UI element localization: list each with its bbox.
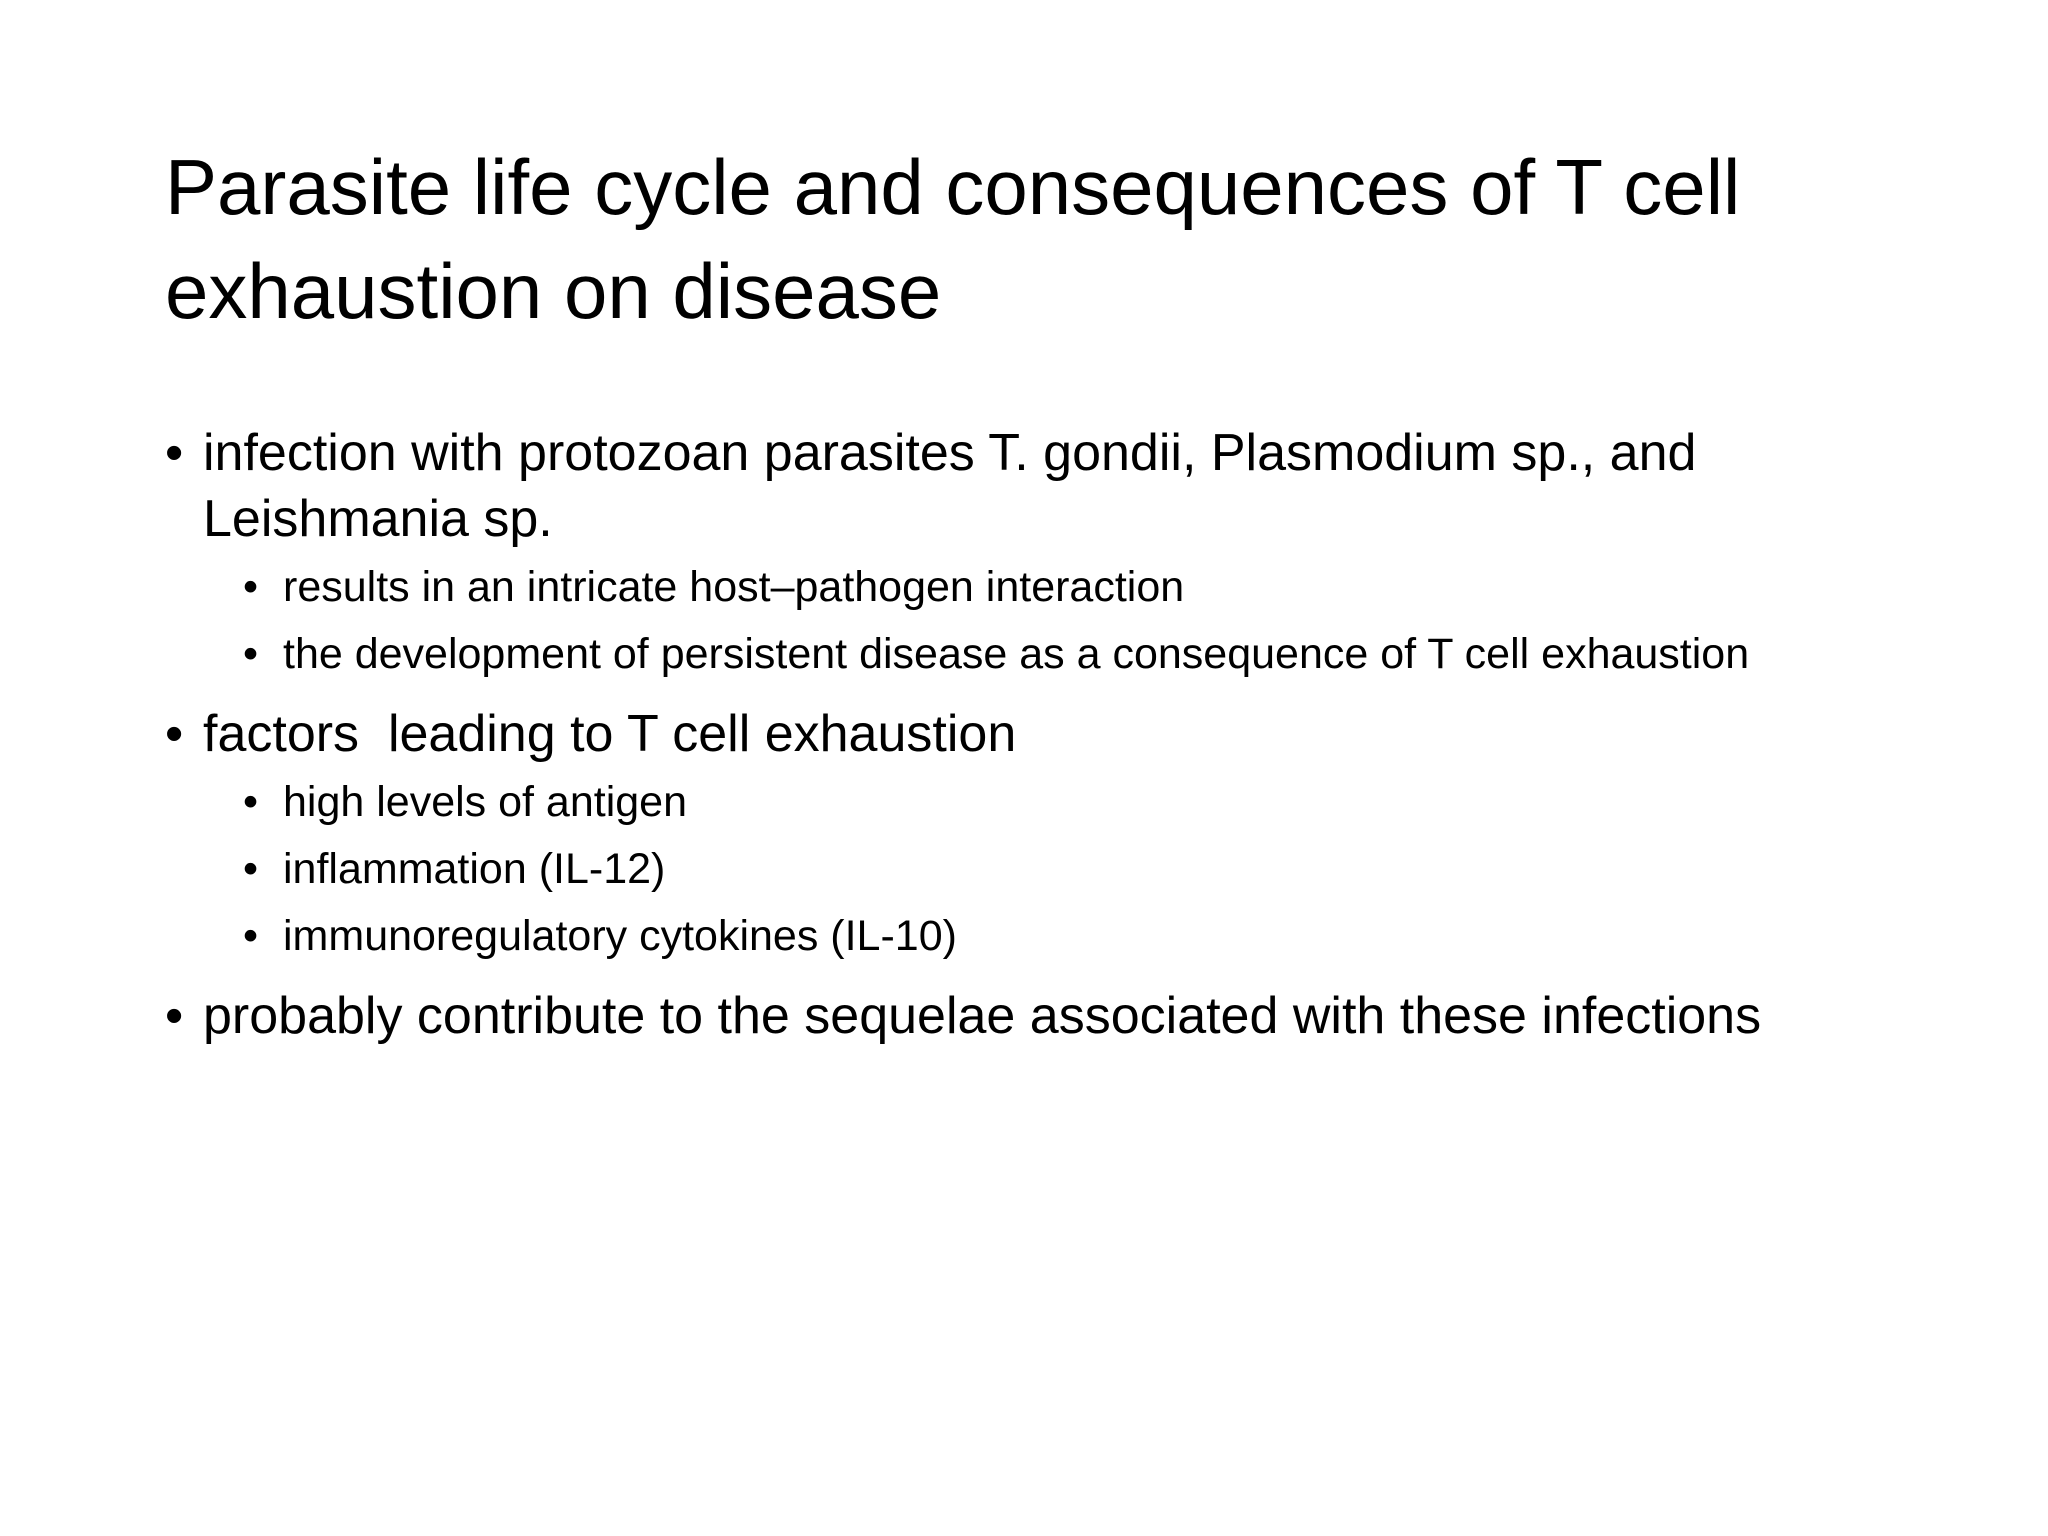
sub-bullet-text: high levels of antigen: [283, 778, 688, 826]
bullet-text: probably contribute to the sequelae associated with these infections: [203, 987, 1762, 1045]
sub-bullet-item: [243, 560, 1945, 614]
sub-bullet-icon: •: [243, 563, 259, 611]
bullet-item: [165, 420, 1945, 681]
sub-bullet-text: immunoregulatory cytokines (IL-10): [283, 912, 957, 960]
slide-title: Parasite life cycle and consequences of T cell exhaustion on disease: [165, 143, 1741, 335]
sub-bullet-item: [243, 909, 1945, 963]
sub-bullet-text: the development of persistent disease as a consequence of T cell exhaustion: [283, 630, 1750, 678]
sub-bullet-icon: •: [243, 630, 259, 678]
bullet-list: [165, 420, 1945, 1069]
bullet-text: infection with protozoan parasites T. gondii, Plasmodium sp., and Leishmania sp.: [203, 424, 1697, 548]
sub-bullet-text: results in an intricate host–pathogen interaction: [283, 563, 1185, 611]
sub-bullet-text: inflammation (IL-12): [283, 845, 666, 893]
sub-bullet-icon: •: [243, 912, 259, 960]
bullet-icon: •: [165, 987, 184, 1045]
bullet-icon: •: [165, 705, 184, 763]
sub-bullet-list: [203, 775, 1945, 963]
sub-bullet-icon: •: [243, 845, 259, 893]
sub-bullet-item: [243, 842, 1945, 896]
sub-bullet-item: [243, 627, 1945, 681]
bullet-icon: •: [165, 424, 184, 482]
bullet-item: [165, 701, 1945, 963]
sub-bullet-item: [243, 775, 1945, 829]
sub-bullet-icon: •: [243, 778, 259, 826]
sub-bullet-list: [203, 560, 1945, 681]
bullet-item: [165, 983, 1945, 1049]
bullet-text: factors leading to T cell exhaustion: [203, 705, 1017, 763]
